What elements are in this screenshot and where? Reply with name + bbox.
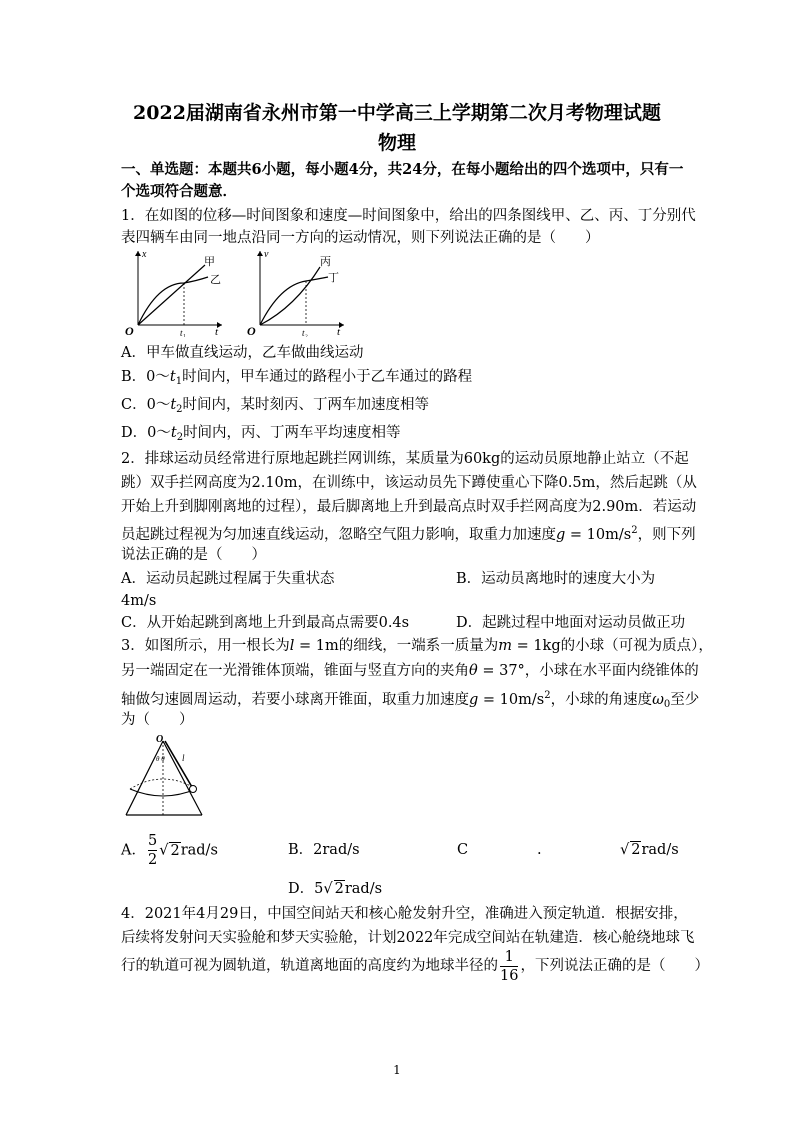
page-number: 1 — [393, 1063, 401, 1077]
q4-stem-line1: 4．2021年4月29日，中国空间站天和核心舱发射升空，准确进入预定轨道．根据安排， — [121, 906, 688, 922]
xt-label-yi: 乙 — [210, 274, 221, 286]
cone-apex-label: O — [156, 734, 164, 745]
q3-option-d: D．5√ 2rad/s — [288, 881, 383, 897]
vt-tick-t2: t₂ — [302, 328, 308, 337]
q4-stem-line2: 后续将发射问天实验舱和梦天实验舱，计划2022年完成空间站在轨建造．核心舱绕地球飞 — [121, 930, 695, 946]
xt-label-jia: 甲 — [204, 256, 215, 268]
q2-stem-line3: 开始上升到脚刚离地的过程），最后脚离地上升到最高点时双手拦网高度为2.90m．若运动 — [121, 499, 697, 515]
vt-y-arrow — [257, 251, 263, 256]
q2-stem-line2: 跳）双手拦网高度为2.10m，在训练中，该运动员先下蹲使重心下降0.5m，然后起跳（从 — [121, 475, 697, 491]
xt-origin: O — [125, 324, 134, 337]
document-title: 2022届湖南省永州市第一中学高三上学期第二次月考物理试题 — [133, 102, 661, 124]
q2-option-a: A．运动员起跳过程属于失重状态 — [121, 571, 335, 587]
q2-stem-line1: 2．排球运动员经常进行原地起跳拦网训练，某质量为60kg的运动员原地静止站立（不起 — [121, 451, 689, 467]
q2-stem-line4: 员起跳过程视为匀加速直线运动，忽略空气阻力影响，取重力加速度$g = 10m/s^2$，则下列 — [121, 525, 696, 543]
curve-jia — [138, 265, 205, 325]
cone-left-edge — [126, 741, 163, 815]
q3-option-c-label: C — [457, 842, 469, 858]
q3-stem-line4: 为（ ） — [121, 712, 194, 728]
q3-option-c-dot: . — [537, 842, 542, 858]
vt-y-label: v — [264, 249, 269, 260]
q3-stem-line1: 3．如图所示，用一根长为l = 1m的细线，一端系一质量为m = 1kg的小球（可视为质点）， — [121, 638, 713, 654]
q3-stem-line3: 轴做匀速圆周运动，若要小球离开锥面，取重力加速度$g = 10m/s^2$，小球的角速度$\omega_0$至少 — [121, 690, 700, 710]
vt-origin: O — [247, 324, 256, 337]
q2-option-d: D．起跳过程中地面对运动员做正功 — [456, 615, 686, 631]
q1-xt-graph — [118, 245, 228, 337]
q1-option-c: C．$0\sim t_2$时间内，某时刻丙、丁两车加速度相等 — [121, 397, 430, 415]
q1-stem-line1: 1．在如图的位移—时间图象和速度—时间图象中，给出的四条图线甲、乙、丙、丁分别代 — [121, 208, 696, 224]
q2-stem-line5: 说法正确的是（ ） — [121, 547, 266, 563]
curve-bing — [260, 267, 320, 325]
q3-cone-figure — [118, 733, 214, 823]
xt-tick-t1: t₁ — [180, 328, 186, 337]
ball — [190, 786, 197, 793]
q2-option-b: B．运动员离地时的速度大小为 — [456, 571, 656, 587]
rope-line — [165, 741, 192, 787]
vt-label-bing: 丙 — [320, 256, 331, 268]
xt-y-label: x — [142, 249, 147, 260]
q2-option-c: C．从开始起跳到离地上升到最高点需要0.4s — [121, 615, 410, 631]
document-subtitle: 物理 — [377, 132, 416, 154]
q1-stem-line2: 表四辆车由同一地点沿同一方向的运动情况，则下列说法正确的是（ ） — [121, 230, 600, 246]
cone-angle-label: θ θ — [156, 755, 165, 763]
q1-vt-graph — [240, 245, 350, 337]
q1-option-b: B．$0\sim t_1$时间内，甲车通过的路程小于乙车通过的路程 — [121, 369, 473, 387]
section-heading-line2: 个选项符合题意． — [121, 183, 237, 200]
curve-yi — [138, 277, 208, 325]
rope-label: l — [182, 753, 185, 763]
q1-option-a: A．甲车做直线运动，乙车做曲线运动 — [121, 345, 364, 361]
q3-option-b: B．2rad/s — [288, 842, 360, 858]
q2-option-b-cont: 4m/s — [121, 593, 157, 609]
q4-stem-line3: 行的轨道可视为圆轨道，轨道离地面的高度约为地球半径的 $\frac{1}{16}$ ，下列说法正确的是（ ） — [121, 948, 709, 984]
q1-option-d: D．$0\sim t_2$时间内，丙、丁两车平均速度相等 — [121, 425, 401, 443]
q3-option-c-value: √ 2rad/s — [620, 842, 679, 858]
section-heading-line1: 一、单选题：本题共6小题，每小题4分，共24分，在每小题给出的四个选项中，只有一 — [121, 161, 684, 178]
vt-label-ding: 丁 — [328, 272, 339, 284]
xt-y-arrow — [135, 251, 141, 256]
xt-x-label: t — [215, 326, 219, 337]
q3-option-a: A． $\frac{5}{2}$ √ 2rad/s — [121, 833, 218, 868]
q3-stem-line2: 另一端固定在一光滑锥体顶端，锥面与竖直方向的夹角θ = 37°，小球在水平面内绕锥体的 — [121, 663, 699, 679]
curve-ding — [260, 277, 328, 325]
vt-x-label: t — [337, 326, 341, 337]
